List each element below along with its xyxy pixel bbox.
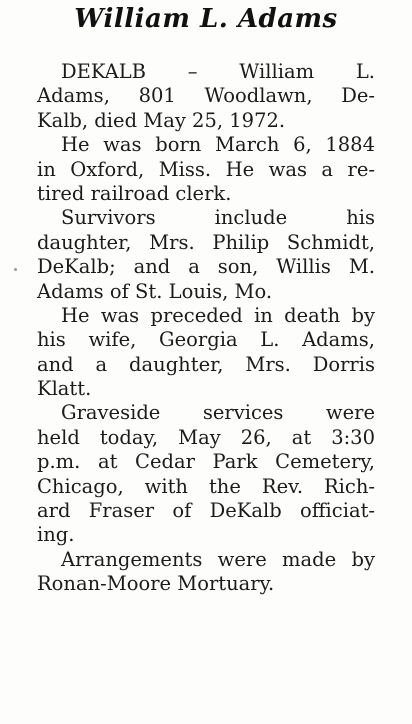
paragraph-2-line-3: tired railroad clerk.: [37, 181, 232, 205]
paragraph-2-line-2: in Oxford, Miss. He was a re-: [37, 157, 375, 181]
obituary-body: [37, 60, 375, 597]
paragraph-3-line-4: Adams of St. Louis, Mo.: [37, 279, 273, 303]
paragraph-5-line-1: Graveside services were: [61, 401, 375, 425]
paragraph-4-line-2: his wife, Georgia L. Adams,: [37, 328, 375, 352]
paragraph-5-line-3: p.m. at Cedar Park Cemetery,: [37, 450, 375, 474]
paragraph-1-line-2: Adams, 801 Woodlawn, De-: [37, 84, 375, 108]
paragraph-5-line-5: ard Fraser of DeKalb officiat-: [37, 499, 375, 523]
paragraph-4-line-4: Klatt.: [37, 377, 92, 401]
paragraph-6-line-1: Arrangements were made by: [61, 547, 375, 571]
paragraph-5-line-6: ing.: [37, 523, 75, 547]
paragraph-5-line-2: held today, May 26, at 3:30: [37, 425, 375, 449]
paragraph-4-line-3: and a daughter, Mrs. Dorris: [37, 352, 375, 376]
paragraph-1-line-3: Kalb, died May 25, 1972.: [37, 108, 286, 132]
paragraph-3-line-1: Survivors include his: [61, 206, 375, 230]
paragraph-3-line-3: DeKalb; and a son, Willis M.: [37, 255, 375, 279]
obituary-headline: William L. Adams: [74, 4, 338, 34]
paragraph-1-line-1: DEKALB – William L.: [61, 60, 375, 83]
paragraph-6-line-2: Ronan-Moore Mortuary.: [37, 572, 275, 596]
print-speck: [14, 268, 17, 271]
paragraph-3-line-2: daughter, Mrs. Philip Schmidt,: [37, 230, 375, 254]
paragraph-5-line-4: Chicago, with the Rev. Rich-: [37, 474, 375, 498]
paragraph-2-line-1: He was born March 6, 1884: [61, 133, 375, 157]
paragraph-4-line-1: He was preceded in death by: [61, 303, 375, 327]
